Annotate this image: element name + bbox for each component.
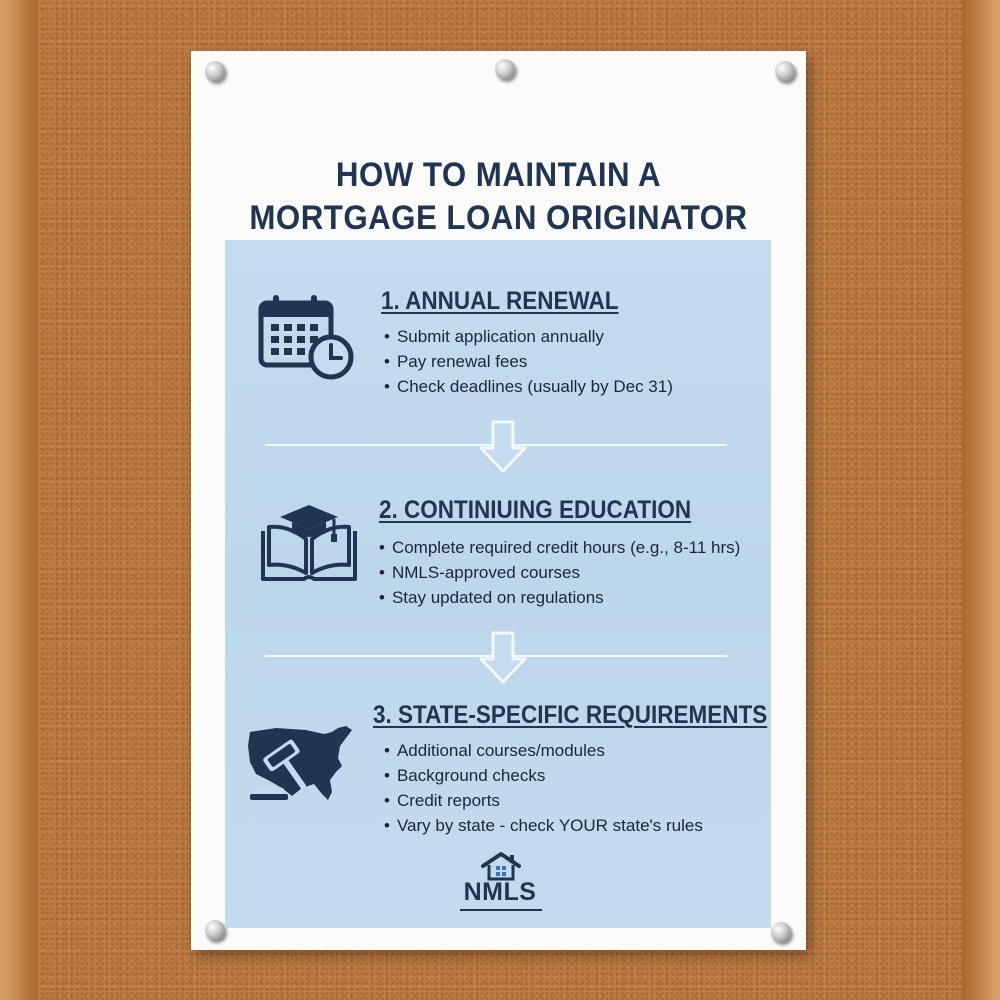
section-3-heading: 3. STATE-SPECIFIC REQUIREMENTS — [373, 701, 768, 729]
title-line-2: MORTGAGE LOAN ORIGINATOR — [249, 199, 748, 237]
section-1-bullets — [384, 324, 673, 399]
down-arrow-icon — [478, 631, 528, 685]
title-line-1: HOW TO MAINTAIN A — [335, 156, 662, 194]
list-item: • Vary by state - check YOUR state's rules — [384, 813, 703, 838]
list-item: • Background checks — [384, 763, 703, 788]
nmls-logo-underline — [460, 909, 542, 911]
board-frame-left — [0, 0, 38, 1000]
section-1-heading: 1. ANNUAL RENEWAL — [381, 287, 619, 315]
list-item: • Submit application annually — [384, 324, 673, 349]
list-item: • Credit reports — [384, 788, 703, 813]
list-item: • NMLS-approved courses — [379, 560, 740, 585]
section-2-bullets — [379, 535, 740, 610]
push-pin-top-left — [205, 61, 225, 81]
list-item: • Check deadlines (usually by Dec 31) — [384, 374, 673, 399]
list-item: • Pay renewal fees — [384, 349, 673, 374]
us-map-gavel-icon — [246, 722, 362, 806]
section-2-heading: 2. CONTINIUING EDUCATION — [379, 496, 692, 524]
down-arrow-icon — [478, 420, 528, 474]
graduation-cap-book-icon — [258, 503, 360, 585]
push-pin-bottom-right — [771, 922, 791, 942]
list-item: • Additional courses/modules — [384, 738, 703, 763]
house-icon — [480, 851, 522, 881]
push-pin-bottom-left — [205, 920, 225, 940]
list-item: • Complete required credit hours (e.g., 8-11 hrs) — [379, 535, 740, 560]
board-frame-right — [962, 0, 1000, 1000]
nmls-logo-text: NMLS — [463, 878, 537, 906]
push-pin-top-center — [495, 59, 515, 79]
list-item: • Stay updated on regulations — [379, 585, 740, 610]
calendar-clock-icon — [257, 293, 355, 381]
section-3-bullets — [384, 738, 703, 838]
push-pin-top-right — [775, 61, 795, 81]
